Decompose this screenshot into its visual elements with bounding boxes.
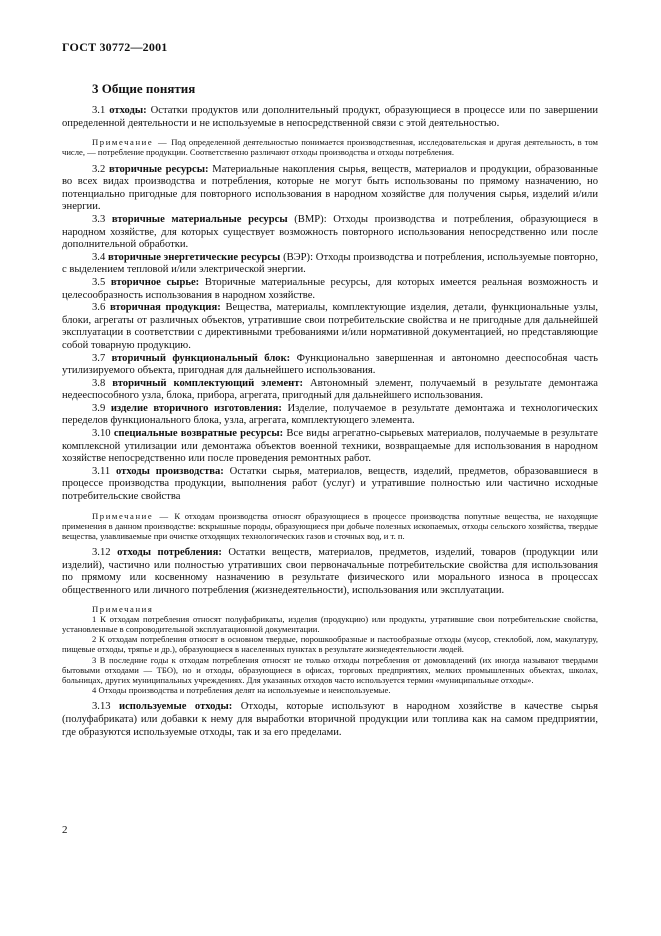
item-3-6: 3.6 вторичная продукция: Вещества, материалы, комплектующие изделия, детали, функциональные узлы, блоки, агрегаты от различных объектов, утратившие свои потребительские свойства и не пригодные для дальнейшей эксплуатации в соответствии с директивными требованиями и/или нормативной документацией, но представляющие собой товарную продукцию. <box>62 302 598 351</box>
notes-list-item-2: 2 К отходам потребления относят в основном твердые, порошкообразные и пастообразные отходы (мусор, стеклобой, лом, макулатуру, пищевые отходы, тряпье и др.), образующиеся в населенных пунктах в результате жизнедеятельности людей. <box>62 634 598 655</box>
item-3-9: 3.9 изделие вторичного изготовления: Изделие, получаемое в результате демонтажа и технологических переделов функционального блока, узла, агрегата, комплектующего элемента. <box>62 402 598 427</box>
item-3-10: 3.10 специальные возвратные ресурсы: Все виды агрегатно-сырьевых материалов, получаемые в результате комплексной утилизации или демонтажа объектов военной техники, возвращаемые для использования в народном хозяйстве непосредственно или после проведения ремонтных работ. <box>62 428 598 465</box>
item-3-8: 3.8 вторичный комплектующий элемент: Автономный элемент, получаемый в результате демонтажа недееспособного узла, блока, прибора, агрегата, пригодный для дальнейшего использования. <box>62 377 598 402</box>
item-3-3: 3.3 вторичные материальные ресурсы (ВМР): Отходы производства и потребления, образующиеся в народном хозяйстве, для которых существует возможность повторного использования непосредственно или после дополнительной обработки. <box>62 213 598 251</box>
document-header: ГОСТ 30772—2001 <box>62 40 168 54</box>
note-1: Примечание — Под определенной деятельностью понимается производственная, исследовательская и другая деятельность, в том числе, — потребление продукции. Соответственно различают отходы производства и отходы потребления. <box>62 137 598 158</box>
document-page <box>62 40 598 739</box>
item-3-1: 3.1 отходы: Остатки продуктов или дополнительный продукт, образующиеся в процессе или по завершении определенной деятельности и не используемые в непосредственной связи с этой деятельностью. <box>62 105 599 129</box>
item-3-11: 3.11 отходы производства: Остатки сырья, материалов, веществ, изделий, предметов, образовавшиеся в процессе производства продукции, выполнения работ (услуг) и утратившие полностью или частично исходные потребительские свойства <box>62 465 598 503</box>
item-3-4: 3.4 вторичные энергетические ресурсы (ВЭР): Отходы производства и потребления, используемые повторно, с выделением тепловой и/или электрической энергии. <box>62 251 598 276</box>
item-3-7: 3.7 вторичный функциональный блок: Функционально завершенная и автономно дееспособная часть утилизируемого объекта, пригодная для дальнейшего использования. <box>62 352 599 377</box>
note-2: Примечание — К отходам производства относят образующиеся в процессе производства попутные вещества, не находящие применения в данном производстве: вскрышные породы, образующиеся при добыче полезных ископаемых, отходы сельского хозяйства, твердые вещества, улавливаемые при очистке отходящих технологических газов и сточных вод, и т. п. <box>62 510 598 542</box>
item-3-2: 3.2 вторичные ресурсы: Материальные накопления сырья, веществ, материалов и продукции, образованные во всех видах производства и потребления, которые не могут быть использованы по прямому назначению, но потенциально пригодные для повторного использования в народном хозяйстве для получения сырья, изделий и/или энергии. <box>62 163 598 213</box>
notes-list-item-4: 4 Отходы производства и потребления делят на используемые и неиспользуемые. <box>92 685 391 696</box>
item-3-13: 3.13 используемые отходы: Отходы, которые используют в народном хозяйстве в качестве сырья (полуфабриката) или добавки к нему для выработки вторичной продукции или топлива как на самом предприятии, где образуются используемые отходы, так и за его пределами. <box>62 701 598 738</box>
page-number: 2 <box>62 824 68 836</box>
notes-title: Примечания <box>92 603 154 614</box>
item-3-12: 3.12 отходы потребления: Остатки веществ, материалов, предметов, изделий, товаров (продукции или изделий), частично или полностью утративших свои первоначальные потребительские свойства для использования по прямому или косвенному назначению в результате физического или морального износа в процессах общественного или личного потребления (жизнедеятельности), использования или эксплуатации. <box>62 547 598 597</box>
notes-list-item-3: 3 В последние годы к отходам потребления относят не только отходы потребления от домовладений (их иногда называют твердыми бытовыми отходами — ТБО), но и отходы, образующиеся в офисах, торговых предприятиях, мелких промышленных объектах, школах, больницах, других муниципальных учреждениях. Для указанных отходов часто используется термин «муниципальные отходы». <box>62 654 598 686</box>
item-3-5: 3.5 вторичное сырье: Вторичные материальные ресурсы, для которых имеется реальная возможность и целесообразность использования в народном хозяйстве. <box>62 276 598 301</box>
section-title: 3 Общие понятия <box>92 81 196 96</box>
notes-list-item-1: 1 К отходам потребления относят полуфабрикаты, изделия (продукцию) или продукты, утратившие свои потребительские свойства, установленные в сопроводительной эксплуатационной документации. <box>62 613 598 635</box>
